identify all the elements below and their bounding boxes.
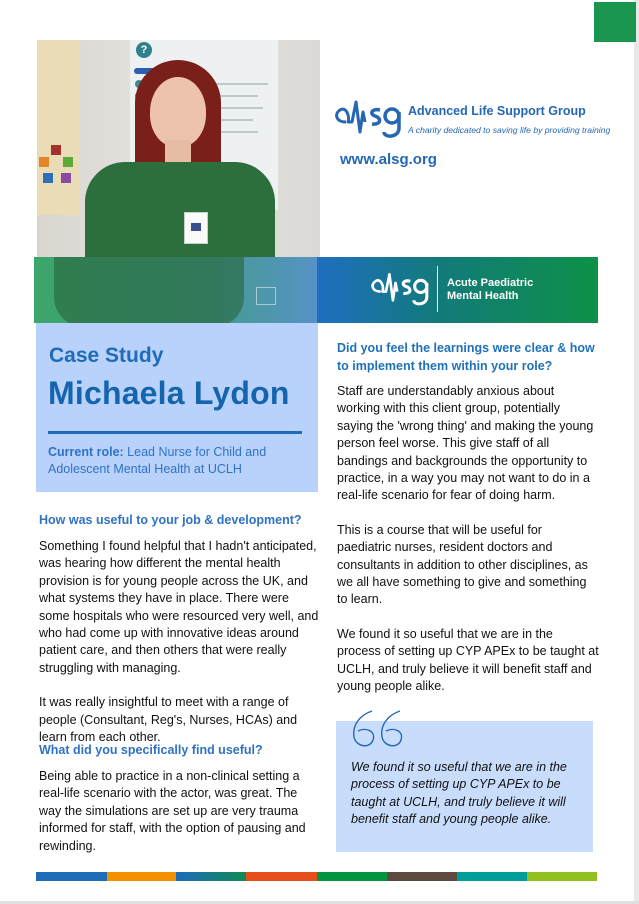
- section-specifically-useful: [39, 741, 321, 855]
- section-paragraph: We found it so useful that we are in the process of setting up CYP APEx to be taught at UCLH, and truly believe it will benefit staff and young people alike.: [337, 626, 599, 694]
- role-value: Lead Nurse for Child and Adolescent Mental Health at UCLH: [48, 445, 267, 476]
- section-learnings: [337, 339, 599, 696]
- strip-segment-orange: [107, 872, 176, 881]
- corner-accent: [594, 2, 636, 42]
- banner-divider: [437, 266, 438, 312]
- title-divider: [48, 431, 302, 434]
- section-paragraph: This is a course that will be useful for paediatric nurses, resident doctors and consultants in addition to other disciplines, as we all have something to give and something to learn.: [337, 522, 588, 607]
- section-paragraph: It was really insightful to meet with a range of people (Consultant, Reg's, Nurses, HCAs) and learn from each other.: [39, 695, 298, 745]
- website-link[interactable]: www.alsg.org: [340, 151, 437, 168]
- background-poster-left: [37, 40, 79, 215]
- section-heading: Did you feel the learnings were clear & how to implement them within your role?: [337, 341, 595, 373]
- pull-quote: [336, 721, 593, 852]
- org-tagline: A charity dedicated to saving life by providing training: [408, 125, 611, 135]
- strip-segment-blue: [36, 872, 107, 881]
- section-paragraph: Being able to practice in a non-clinical setting a real-life scenario with the actor, was great. The way the simulations are set up are very trauma informed for staff, with the option of pausing and rewinding.: [39, 769, 306, 853]
- strip-segment-lime: [527, 872, 597, 881]
- banner-photo-overlay: [34, 257, 317, 323]
- case-study-box: [36, 323, 318, 492]
- course-banner: [34, 257, 598, 323]
- org-name: Advanced Life Support Group: [408, 104, 586, 118]
- person-name: Michaela Lydon: [48, 375, 290, 411]
- quote-mark-icon: [350, 709, 406, 749]
- strip-segment-green: [317, 872, 387, 881]
- strip-segment-teal: [457, 872, 527, 881]
- role-label: Current role:: [48, 445, 124, 459]
- footer-color-strip: [36, 872, 597, 881]
- person-face: [150, 77, 206, 147]
- case-study-label: Case Study: [49, 344, 164, 367]
- person-shirt: [85, 162, 275, 257]
- banner-brand-panel: [317, 257, 598, 323]
- quote-text: We found it so useful that we are in the process of setting up CYP APEx to be taught at UCLH, and truly believe it will benefit staff and young people alike.: [351, 760, 567, 827]
- background-poster-center: ?: [130, 40, 278, 210]
- course-title-line1: Acute Paediatric: [447, 277, 534, 289]
- profile-photo: [37, 40, 320, 257]
- course-title-line2: Mental Health: [447, 290, 519, 302]
- section-heading: What did you specifically find useful?: [39, 743, 263, 757]
- strip-segment-teal-gradient: [176, 872, 246, 881]
- section-job-development: [39, 511, 321, 746]
- section-paragraph: Something I found helpful that I hadn't anticipated, was hearing how different the mental health provision is for young people across the UK, and what systems they have in place. There were some hospitals who were resourced very well, and who had come up with innovative ideas around patient care, and then others that were really struggling with managing.: [39, 539, 319, 675]
- page-edge: [634, 0, 639, 904]
- section-heading: How was useful to your job & development?: [39, 513, 302, 527]
- strip-segment-red: [246, 872, 317, 881]
- alsg-logo-icon: [332, 96, 402, 142]
- strip-segment-brown: [387, 872, 457, 881]
- current-role: [48, 444, 308, 478]
- name-badge: [184, 212, 208, 244]
- course-title: [447, 277, 533, 303]
- alsg-logo-white-icon: [367, 269, 431, 309]
- section-paragraph: Staff are understandably anxious about working with this client group, potentially saying the 'wrong thing' and making the young person feel worse. This give staff of all bandings and backgrounds the opportunity to practice, in a way you may not want to do in a real-life scenario for fear of doing harm.: [337, 384, 594, 503]
